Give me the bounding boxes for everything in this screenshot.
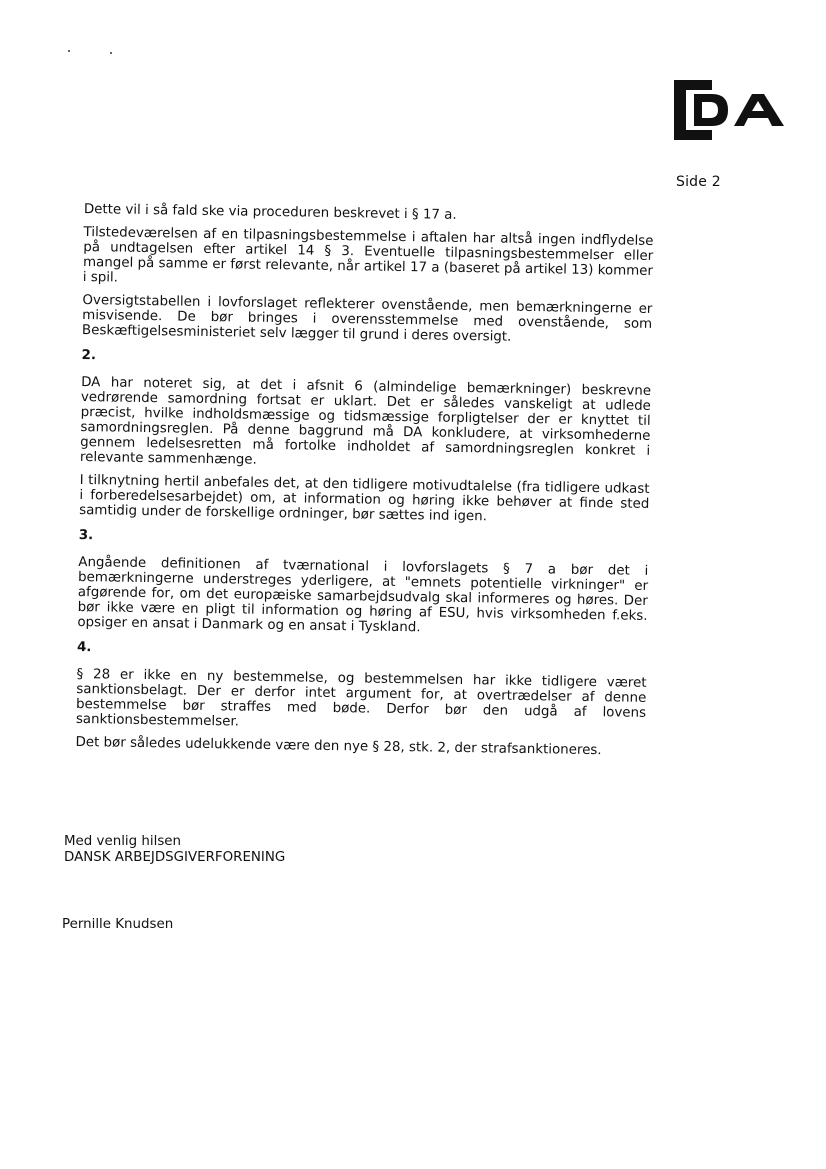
greeting: Med venlig hilsen — [64, 834, 182, 849]
section-number: 3. — [78, 527, 94, 544]
paragraph: DA har noteret sig, at det i afsnit 6 (almindelige bemærkninger) beskrevne vedrørende samordning fortsat er uklart. Det er således vanskeligt at udlede præcist, hvilke indholdsmæssige og tidsmæssige forpligtelser der er knyttet til samordningsreglen. På denne baggrund må DA konkludere, at virksomhederne gennem ledelsesretten må fortolke indholdet af samordningsreglen konkret i relevante sammenhænge. — [79, 374, 652, 468]
paragraph: Dette vil i så fald ske via proceduren beskrevet i § 17 a. — [83, 202, 457, 223]
da-logo-icon — [672, 76, 792, 144]
paragraph: Angående definitionen af tværnational i lovforslagets § 7 a bør det i bemærkningerne understreges yderligere, at "emnets potentielle virkninger" er afgørende for, om det europæiske samarbejdsudvalg skal informeres og høres. Der bør ikke være en pligt til information og høring af ESU, hvis virksomheden f.eks. opsiger en ansat i Danmark og en ansat i Tyskland. — [77, 554, 649, 636]
paragraph: Det bør således udelukkende være den nye § 28, stk. 2, der strafsanktioneres. — [75, 734, 602, 759]
paragraph: I tilknytning hertil anbefales det, at den tidligere motivudtalelse (fra tidligere udkast i forberedelsesarbejdet) om, at information og høring ikke behøver at finde sted samtidig under de forskellige ordninger, bør sættes ind igen. — [79, 472, 650, 525]
paragraph: Oversigtstabellen i lovforslaget reflekterer ovenstående, men bemærkningerne er misvisende. De bør bringes i overensstemmelse med ovenstående, som Beskæftigelsesministeriet selv lægger til grund i deres oversigt. — [81, 292, 653, 345]
section-number: 2. — [81, 347, 97, 364]
page-number: Side 2 — [676, 174, 721, 190]
section-number: 4. — [76, 639, 92, 656]
speck — [110, 52, 112, 54]
letter-body — [75, 202, 654, 767]
speck — [68, 50, 70, 52]
organization-name: DANSK ARBEJDSGIVERFORENING — [64, 850, 286, 865]
closing-block — [64, 834, 285, 866]
paragraph: Tilstedeværelsen af en tilpasningsbestemmelse i aftalen har altså ingen indflydelse på undtagelsen efter artikel 14 § 3. Eventuelle tilpasningsbestemmelser eller mangel på samme er først relevante, når artikel 17 a (baseret på artikel 13) kommer i spil. — [82, 224, 654, 286]
signer-name: Pernille Knudsen — [62, 917, 174, 932]
paragraph: § 28 er ikke en ny bestemmelse, og bestemmelsen har ikke tidligere været sanktionsbelagt. Der er derfor intet argument for, at overtrædelser af denne bestemmelse bør straffes med bøde. Derfor bør den udgå af lovens sanktionsbestemmelser. — [75, 666, 647, 730]
